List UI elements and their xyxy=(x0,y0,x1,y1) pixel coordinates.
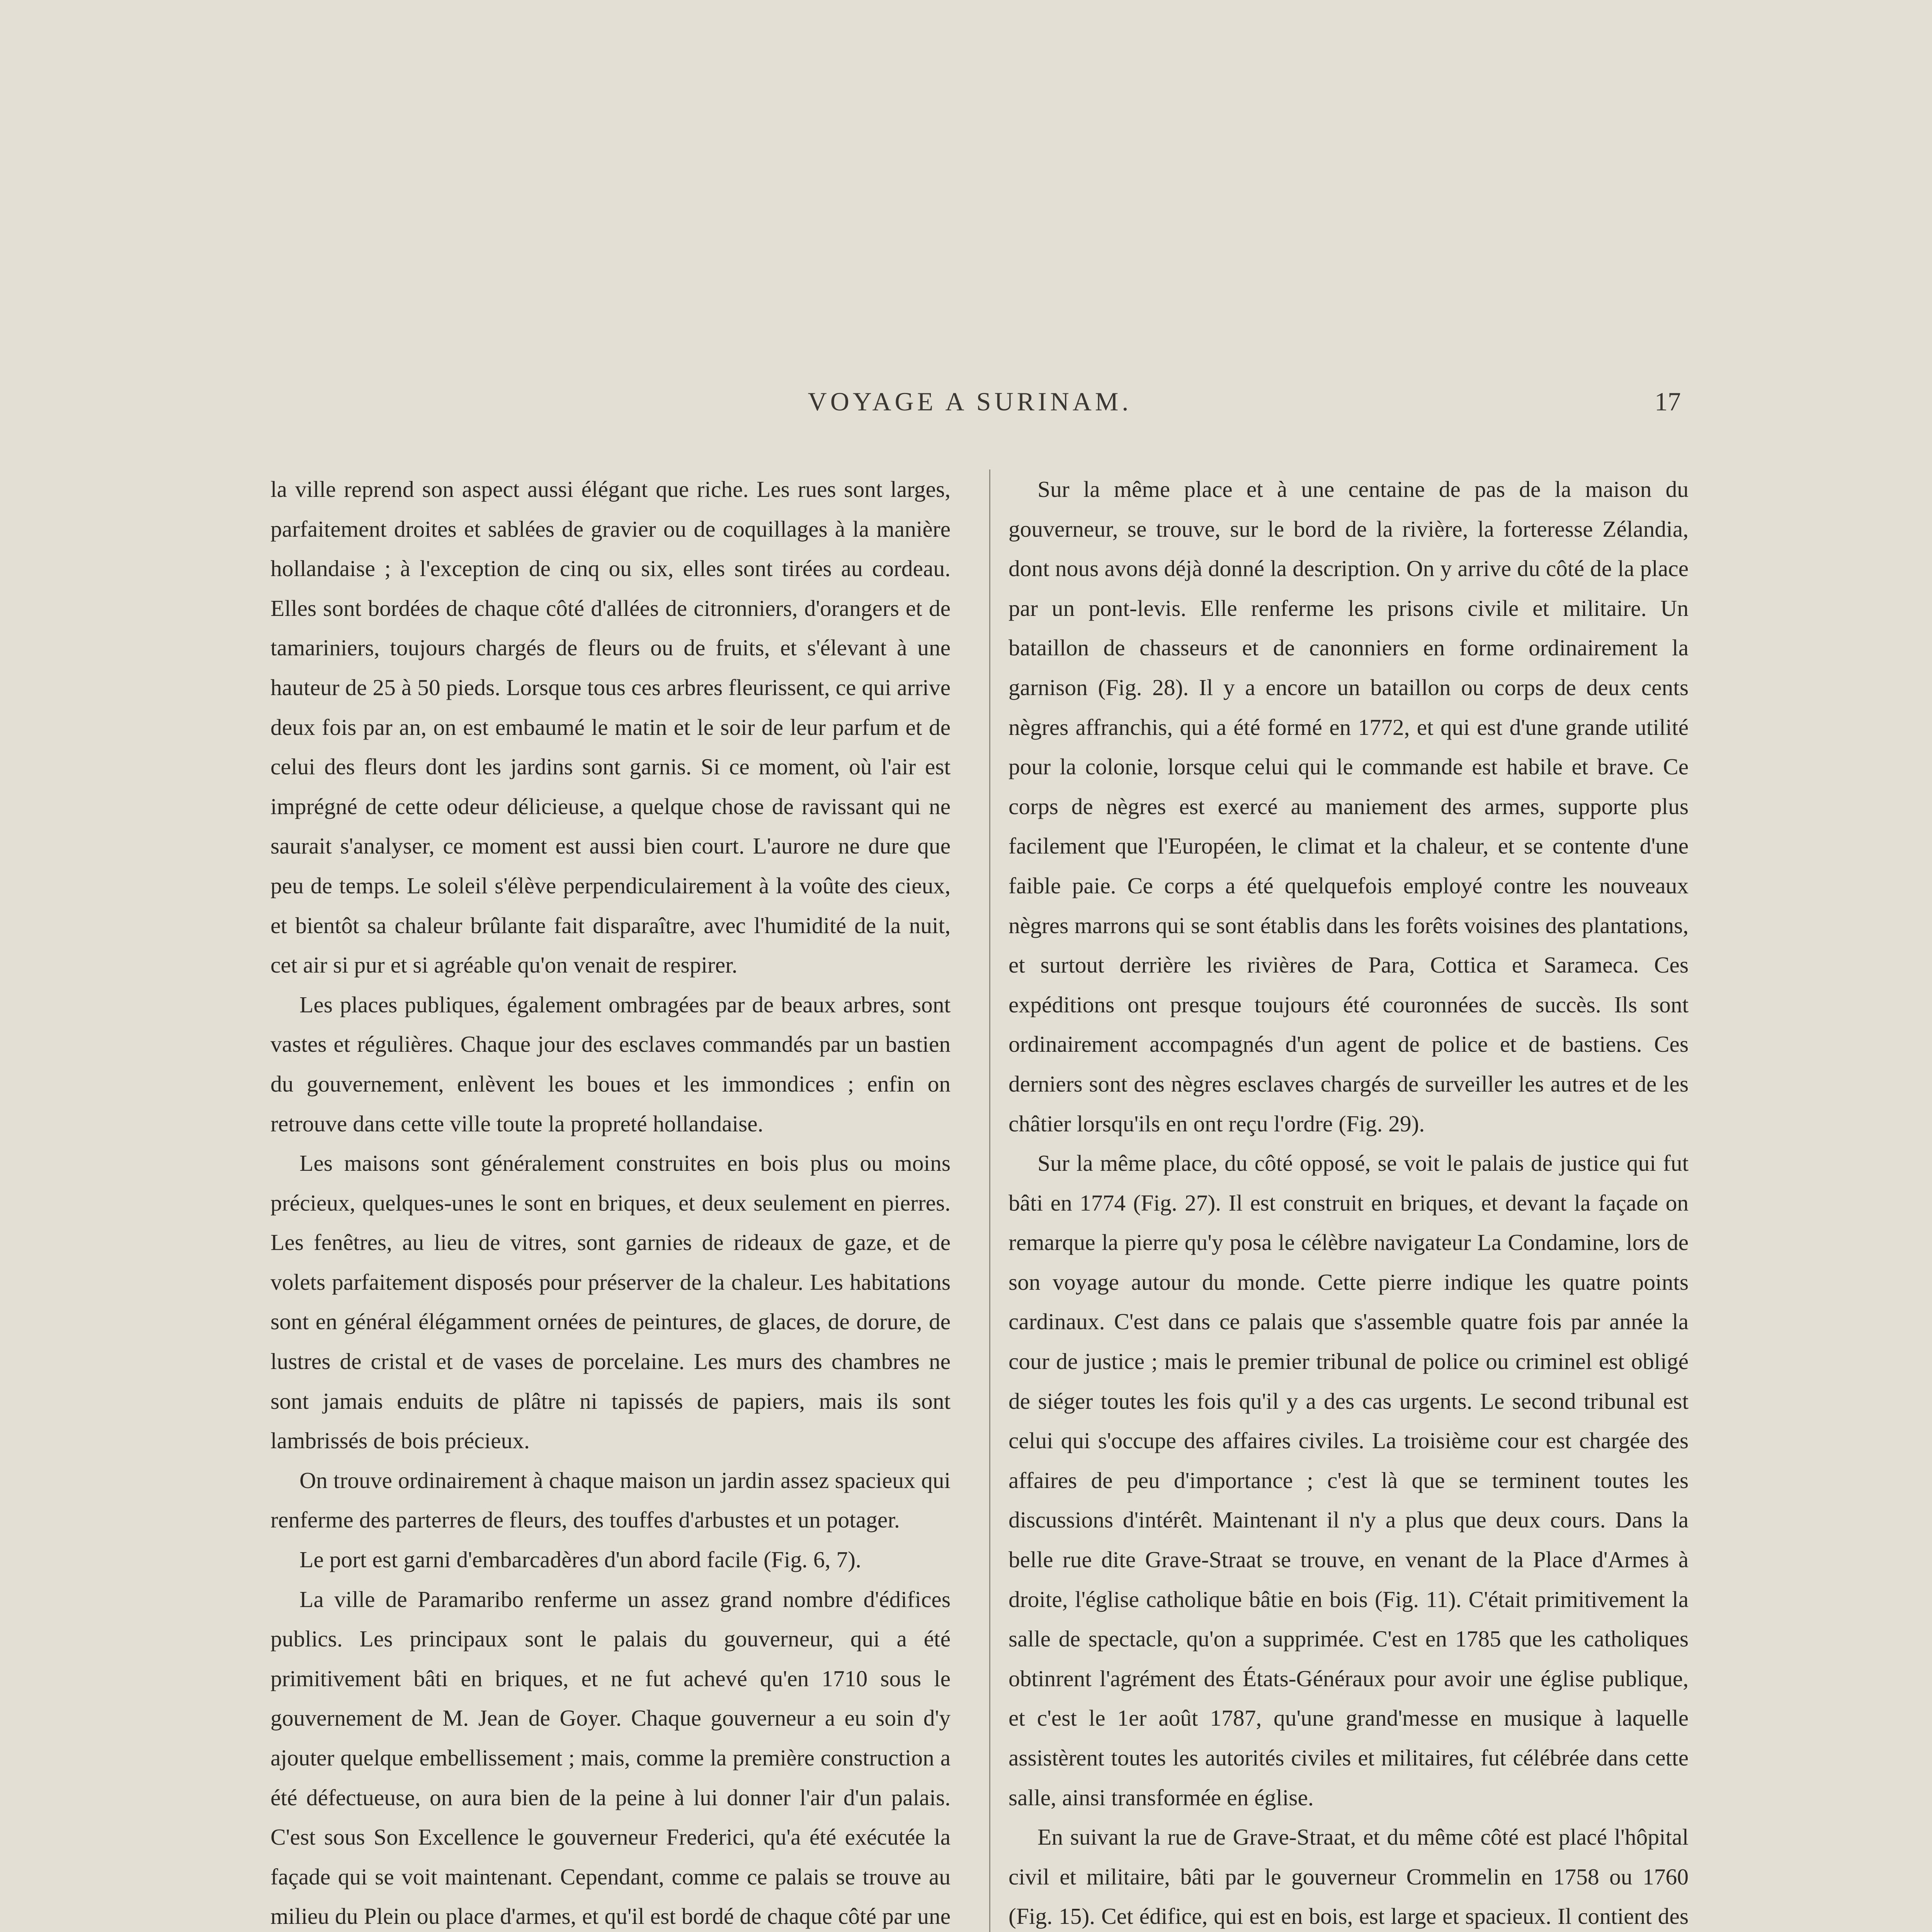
paragraph: Les places publiques, également ombragées par de beaux arbres, sont vastes et régulières. Chaque jour des esclaves commandés par un bastien du gouvernement, enlèvent les boues et les immondices ; enfin on retrouve dans cette ville toute la propreté hollandaise. xyxy=(270,992,951,1136)
paragraph: Les maisons sont généralement construites en bois plus ou moins précieux, quelques-unes le sont en briques, et deux seulement en pierres. Les fenêtres, au lieu de vitres, sont garnies de rideaux de gaze, et de volets parfaitement disposés pour préserver de la chaleur. Les habitations sont en général élégamment ornées de peintures, de glaces, de dorure, de lustres de cristal et de vases de porcelaine. Les murs des chambres ne sont jamais enduits de plâtre ni tapissés de papiers, mais ils sont lambrissés de bois précieux. xyxy=(270,1150,951,1454)
column-divider xyxy=(989,469,990,1932)
page-header xyxy=(251,386,1689,425)
paragraph: La ville de Paramaribo renferme un assez grand nombre d'édifices publics. Les principaux sont le palais du gouverneur, qui a été primitivement bâti en briques, et ne fut achevé qu'en 1710 sous le gouvernement de M. Jean de Goyer. Chaque gouverneur a eu soin d'y ajouter quelque embellissement ; mais, comme la première construction a été défectueuse, on aura bien de la peine à lui donner l'air d'un palais. C'est sous Son Excellence le gouverneur Frederici, qu'a été exécutée la façade qui se voit maintenant. Cependant, comme ce palais se trouve au milieu du Plein ou place d'armes, et qu'il est bordé de chaque côté par une xyxy=(270,1586,951,1929)
paragraph: la ville reprend son aspect aussi élégant que riche. Les rues sont larges, parfaitement droites et sablées de gravier ou de coquillages à la manière hollandaise ; à l'exception de cinq ou six, elles sont tirées au cordeau. Elles sont bordées de chaque côté d'allées de citronniers, d'orangers et de tamariniers, toujours chargés de fleurs ou de fruits, et s'élevant à une hauteur de 25 à 50 pieds. Lorsque tous ces arbres fleurissent, ce qui arrive deux fois par an, on est embaumé le matin et le soir de leur parfum et de celui des fleurs dont les jardins sont garnis. Si ce moment, où l'air est imprégné de cette odeur délicieuse, a quelque chose de ravissant qui ne saurait s'analyser, ce moment est aussi bien court. L'aurore ne dure que peu de temps. Le soleil s'élève perpendiculairement à la voûte des cieux, et bientôt sa chaleur brûlante fait disparaître, avec l'humidité de la nuit, cet air si pur et si agréable qu'on venait de respirer. xyxy=(270,476,951,978)
page-number: 17 xyxy=(1655,387,1681,416)
paragraph: Sur la même place, du côté opposé, se voit le palais de justice qui fut bâti en 1774 (Fig. 27). Il est construit en briques, et devant la façade on remarque la pierre qu'y posa le célèbre navigateur La Condamine, lors de son voyage autour du monde. Cette pierre indique les quatre points cardinaux. C'est dans ce palais que s'assemble quatre fois par année la cour de justice ; mais le premier tribunal de police ou criminel est obligé de siéger toutes les fois qu'il y a des cas urgents. Le second tribunal est celui qui s'occupe des affaires civiles. La troisième cour est chargée des affaires de peu d'importance ; c'est là que se terminent toutes les discussions d'intérêt. Maintenant il n'y a plus que deux cours. Dans la belle rue dite Grave-Straat se trouve, en venant de la Place d'Armes à droite, l'église catholique bâtie en bois (Fig. 11). C'était primitivement la salle de spectacle, qu'on a supprimée. C'est en 1785 que les catholiques obtinrent l'agrément des États-Généraux pour avoir une église publique, et c'est le 1er août 1787, qu'une grand'messe en musique à laquelle assistèrent toutes les autorités civiles et militaires, fut célébrée dans cette salle, ainsi transformée en église. xyxy=(1009,1150,1689,1810)
right-column xyxy=(1009,469,1689,1932)
paragraph: En suivant la rue de Grave-Straat, et du même côté est placé l'hôpital civil et militaire, bâti par le gouverneur Crommelin en 1758 ou 1760 (Fig. 15). Cet édifice, qui est en bois, est large et spacieux. Il contient des xyxy=(1009,1824,1689,1929)
paragraph: Le port est garni d'embarcadères d'un abord facile (Fig. 6, 7). xyxy=(299,1547,861,1573)
paragraph: Sur la même place et à une centaine de pas de la maison du gouverneur, se trouve, sur le bord de la rivière, la forteresse Zélandia, dont nous avons déjà donné la description. On y arrive du côté de la place par un pont-levis. Elle renferme les prisons civile et militaire. Un bataillon de chasseurs et de canonniers en forme ordinairement la garnison (Fig. 28). Il y a encore un bataillon ou corps de deux cents nègres affranchis, qui a été formé en 1772, et qui est d'une grande utilité pour la colonie, lorsque celui qui le commande est habile et brave. Ce corps de nègres est exercé au maniement des armes, supporte plus facilement que l'Européen, le climat et la chaleur, et se contente d'une faible paie. Ce corps a été quelquefois employé contre les nouveaux nègres marrons qui se sont établis dans les forêts voisines des plantations, et surtout derrière les rivières de Para, Cottica et Sarameca. Ces expéditions ont presque toujours été couronnées de succès. Ils sont ordinairement accompagnés d'un agent de police et de bastiens. Ces derniers sont des nègres esclaves chargés de surveiller les autres et de les châtier lorsqu'ils en ont reçu l'ordre (Fig. 29). xyxy=(1009,476,1689,1136)
left-column xyxy=(270,469,951,1932)
running-title: VOYAGE A SURINAM. xyxy=(808,387,1132,416)
paragraph: On trouve ordinairement à chaque maison un jardin assez spacieux qui renferme des parterres de fleurs, des touffes d'arbustes et un potager. xyxy=(270,1467,951,1533)
